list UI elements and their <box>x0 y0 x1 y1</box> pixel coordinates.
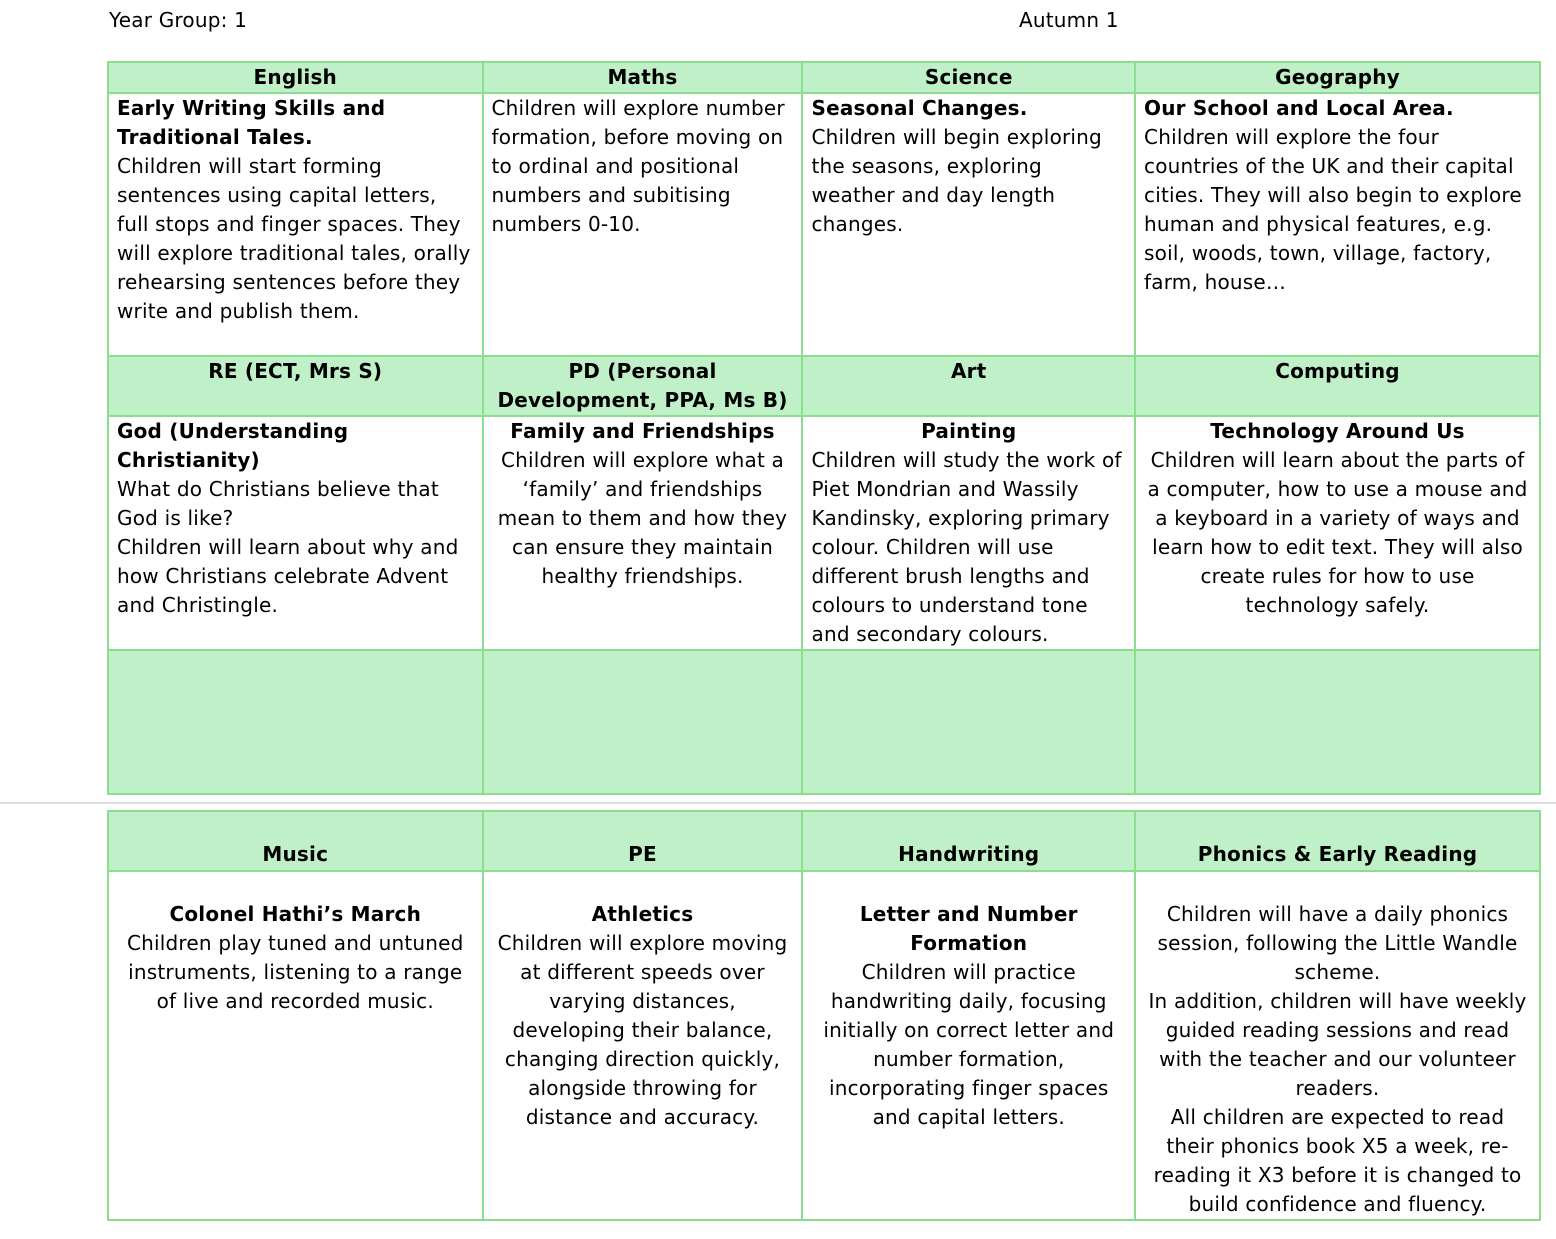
cell-geography <box>1135 93 1540 356</box>
header-re: RE (ECT, Mrs S) <box>108 356 483 416</box>
cell-re <box>108 416 483 650</box>
handwriting-text: Children will practice handwriting daily, focusing initially on correct letter and number formation, incorporating finger spaces and capital letters. <box>823 960 1115 1129</box>
cell-pe <box>483 871 803 1220</box>
geography-title: Our School and Local Area. <box>1144 96 1454 120</box>
re-title: God (Understanding Christianity) <box>117 419 349 472</box>
pd-title: Family and Friendships <box>510 419 775 443</box>
computing-text: Children will learn about the parts of a computer, how to use a mouse and a keyboard in a variety of ways and learn how to edit text. They will also create rules for how to use technology safely. <box>1147 448 1528 617</box>
pe-text: Children will explore moving at different speeds over varying distances, developing their balance, changing direction quickly, alongside throwing for distance and accuracy. <box>497 931 788 1129</box>
pe-title: Athletics <box>591 902 694 926</box>
subject-header-row-2 <box>108 356 1540 416</box>
art-title: Painting <box>921 419 1017 443</box>
curriculum-table-2 <box>107 810 1541 1221</box>
subject-header-row <box>108 62 1540 93</box>
re-question: What do Christians believe that God is like? <box>117 477 439 530</box>
science-text: Children will begin exploring the seasons, exploring weather and day length changes. <box>811 125 1102 236</box>
re-text: Children will learn about why and how Christians celebrate Advent and Christingle. <box>117 535 459 617</box>
header-art: Art <box>802 356 1135 416</box>
empty-row <box>108 650 1540 794</box>
empty-cell <box>1135 650 1540 794</box>
music-text: Children play tuned and untuned instruments, listening to a range of live and recorded music. <box>126 931 464 1013</box>
handwriting-title: Letter and Number Formation <box>859 902 1078 955</box>
cell-handwriting <box>802 871 1135 1220</box>
english-title: Early Writing Skills and Traditional Tales. <box>117 96 386 149</box>
cell-science <box>802 93 1135 356</box>
subject-header-row-3 <box>108 811 1540 871</box>
science-title: Seasonal Changes. <box>811 96 1028 120</box>
geography-text: Children will explore the four countries of the UK and their capital cities. They will also begin to explore human and physical features, e.g. soil, woods, town, village, factory, farm, house… <box>1144 125 1522 294</box>
phonics-text-1: Children will have a daily phonics session, following the Little Wandle scheme. <box>1157 902 1518 984</box>
header-phonics: Phonics & Early Reading <box>1135 811 1540 871</box>
header-computing: Computing <box>1135 356 1540 416</box>
header-science: Science <box>802 62 1135 93</box>
header-maths: Maths <box>483 62 803 93</box>
empty-cell <box>108 650 483 794</box>
pd-text: Children will explore what a ‘family’ and friendships mean to them and how they can ensure they maintain healthy friendships. <box>497 448 788 588</box>
computing-title: Technology Around Us <box>1210 419 1465 443</box>
art-text: Children will study the work of Piet Mondrian and Wassily Kandinsky, exploring primary colour. Children will use different brush lengths and colours to understand tone and secondary colours. <box>811 448 1122 646</box>
cell-maths <box>483 93 803 356</box>
header-music: Music <box>108 811 483 871</box>
curriculum-table-1 <box>107 61 1541 795</box>
year-group-label: Year Group: 1 <box>109 8 248 32</box>
empty-cell <box>802 650 1135 794</box>
header-english: English <box>108 62 483 93</box>
cell-english <box>108 93 483 356</box>
music-title: Colonel Hathi’s March <box>169 902 422 926</box>
cell-music <box>108 871 483 1220</box>
subject-content-row <box>108 93 1540 356</box>
phonics-text-2: In addition, children will have weekly guided reading sessions and read with the teacher and our volunteer readers. <box>1148 989 1527 1100</box>
phonics-text-3: All children are expected to read their phonics book X5 a week, re-reading it X3 before it is changed to build confidence and fluency. <box>1153 1105 1522 1216</box>
header-geography: Geography <box>1135 62 1540 93</box>
header-handwriting: Handwriting <box>802 811 1135 871</box>
cell-art <box>802 416 1135 650</box>
term-label: Autumn 1 <box>1019 8 1119 32</box>
subject-content-row-2 <box>108 416 1540 650</box>
empty-cell <box>483 650 803 794</box>
page-break-divider <box>0 802 1556 804</box>
cell-phonics <box>1135 871 1540 1220</box>
english-text: Children will start forming sentences using capital letters, full stops and finger spaces. They will explore traditional tales, orally rehearsing sentences before they write and publish them. <box>117 154 471 323</box>
header-pd: PD (Personal Development, PPA, Ms B) <box>483 356 803 416</box>
cell-pd <box>483 416 803 650</box>
cell-computing <box>1135 416 1540 650</box>
subject-content-row-3 <box>108 871 1540 1220</box>
header-pe: PE <box>483 811 803 871</box>
maths-text: Children will explore number formation, before moving on to ordinal and positional numbers and subitising numbers 0-10. <box>491 96 785 236</box>
